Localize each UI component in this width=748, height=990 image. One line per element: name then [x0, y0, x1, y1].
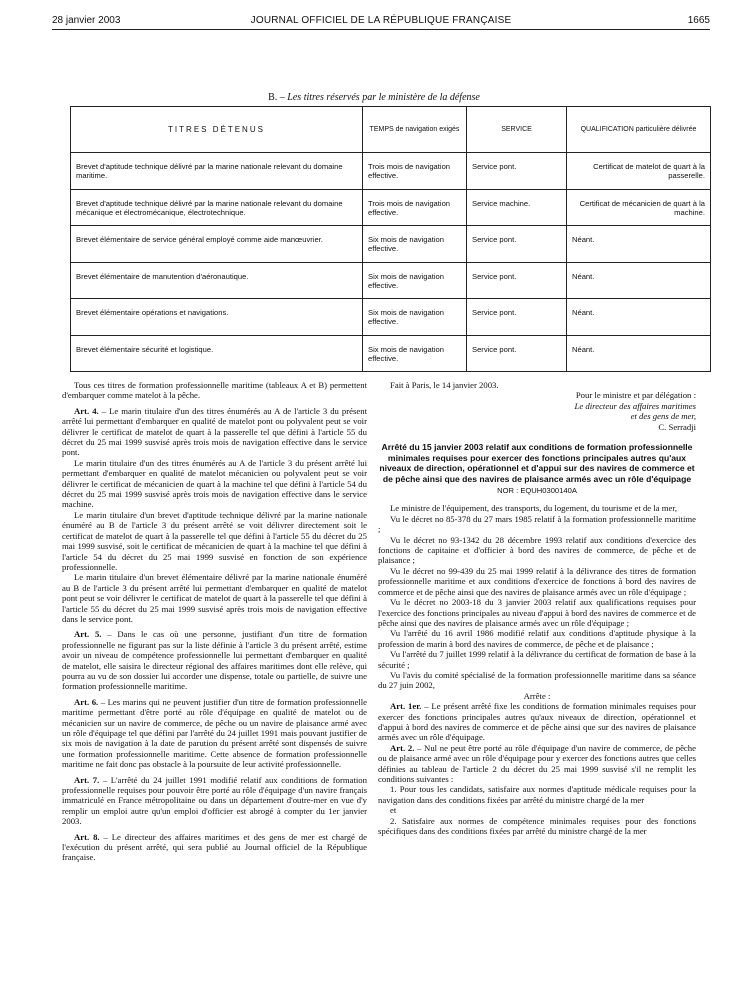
paragraph: 2. Satisfaire aux normes de compétence minimales requises pour des fonctions spécifiques dans des conditions fixées par arrêté du ministre chargé de la mer — [378, 815, 696, 837]
table-cell: Service pont. — [467, 262, 567, 299]
table-cell: Certificat de mécanicien de quart à la machine. — [567, 189, 711, 226]
article-text: – Le directeur des affaires maritimes et des gens de mer est chargé de l'exécution du présent arrêté, qui sera publié au Journal officiel de la République française. — [62, 831, 367, 863]
signature-line: Pour le ministre et par délégation : — [575, 390, 696, 401]
article-2 — [378, 743, 696, 785]
table-header-row — [71, 107, 711, 153]
table-cell: Brevet élémentaire opérations et navigations. — [71, 299, 363, 336]
article-text: – Le présent arrêté fixe les conditions de formation minimales requises pour exercer des fonctions principales autres qu'aux niveaux de direction, opérationnel et d'appui à bord des navires de commerce et de pêche ainsi que sur des navires de plaisance armés avec un rôle d'équipage. — [378, 701, 697, 743]
page-number: 1665 — [687, 15, 710, 26]
article-6 — [62, 697, 367, 770]
table-cell: Service pont. — [467, 299, 567, 336]
paragraph: Vu l'arrêté du 16 avril 1986 modifié relatif aux conditions d'aptitude physique à la profession de marin à bord des navires de commerce, de pêche et de plaisance ; — [378, 628, 696, 649]
table-cell: Néant. — [567, 335, 711, 372]
column-header: QUALIFICATION particulière délivrée — [567, 107, 711, 153]
column-header: SERVICE — [467, 107, 567, 153]
article-label: Art. 2. — [390, 742, 415, 753]
table-cell: Brevet d'aptitude technique délivré par la marine nationale relevant du domaine mécanique et électromécanique, électrotechnique. — [71, 189, 363, 226]
article-label: Art. 8. — [74, 831, 100, 842]
issue-date: 28 janvier 2003 — [52, 15, 121, 26]
table-cell: Brevet élémentaire de service général employé comme aide manœuvrier. — [71, 226, 363, 263]
table-cell: Brevet élémentaire sécurité et logistique. — [71, 335, 363, 372]
arrete-heading: Arrête : — [523, 690, 551, 701]
article-text: – Nul ne peut être porté au rôle d'équipage d'un navire de commerce, de pêche ou de plaisance armé avec un rôle d'équipage pour y exercer des fonctions autres que celles définies au tableau de l'article 2 du décret du 25 mai 1999 susvisé s'il ne remplit les conditions suivantes : — [378, 742, 696, 784]
paragraph: Vu le décret no 93-1342 du 28 décembre 1993 relatif aux conditions d'exercice des fonctions de capitaine et d'officier à bord des navires de commerce, de pêche et de plaisance ; — [378, 534, 696, 566]
table-cell: Service pont. — [467, 335, 567, 372]
table-cell: Service pont. — [467, 153, 567, 190]
paragraph: Vu le décret no 2003-18 du 3 janvier 2003 relatif aux qualifications requises pour l'exercice des fonctions principales au niveau d'appui à bord des navires de commerce et de pêche ainsi que des navires de plaisance armés avec un rôle d'équipage ; — [378, 597, 696, 628]
table-cell: Brevet d'aptitude technique délivré par la marine nationale relevant du domaine maritime. — [71, 153, 363, 190]
paragraph: et — [390, 805, 397, 816]
article-5 — [62, 629, 367, 691]
table-cell: Service pont. — [467, 226, 567, 263]
table-row — [71, 226, 711, 263]
article-text: – Dans le cas où une personne, justifiant d'un titre de formation professionnelle ne figurant pas sur la liste définie à l'article 3 du présent arrêté, estime avoir un niveau de compétence professionnelle lui permettant d'embarquer en qualité de matelot, elle saisira le directeur régional des affaires maritimes dont elle relève, qui pourra au vu de son dossier lui accorder une dispense, totale ou partielle, de suivre une formation professionnelle maritime. — [62, 629, 367, 692]
table-cell: Trois mois de navigation effective. — [363, 189, 467, 226]
signature-line: et des gens de mer, — [630, 411, 696, 422]
table-cell: Certificat de matelot de quart à la passerelle. — [567, 153, 711, 190]
paragraph: 1. Pour tous les candidats, satisfaire aux normes d'aptitude médicale requises pour la navigation dans des conditions fixées par arrêté du ministre chargé de la mer — [378, 784, 696, 805]
article-text: – L'arrêté du 24 juillet 1991 modifié relatif aux conditions de formation professionnelle requises pour pouvoir être porté au rôle d'équipage d'un navire français immatriculé en France métropolitaine ou dans un département d'outre-mer en vue d'y remplir un emploi autre qu'un emploi d'officier est abrogé à compter du 1er janvier 2003. — [62, 774, 367, 827]
table-cell: Néant. — [567, 262, 711, 299]
section-letter: B. – — [268, 92, 285, 103]
titles-table — [70, 106, 711, 372]
paragraph: Vu le décret no 99-439 du 25 mai 1999 relatif à la délivrance des titres de formation professionnelle maritime et aux conditions d'exercice de fonctions à bord des navires de commerce et de pêche ainsi que des navires de plaisance armés avec un rôle d'équipage ; — [378, 565, 696, 597]
article-label: Art. 6. — [74, 696, 99, 707]
right-column — [378, 380, 696, 836]
nor-reference: NOR : EQUH0300140A — [497, 486, 577, 496]
column-header: TITRES DÉTENUS — [71, 107, 363, 153]
decree-title: Arrêté du 15 janvier 2003 relatif aux conditions de formation professionnelle minimales requises pour exercer des fonctions principales autres qu'aux niveaux de direction, opérationnel et d'appui sur des navires de commerce et de pêche ainsi que des navires de plaisance armés avec un rôle d'équipage — [379, 442, 695, 484]
left-column — [62, 380, 367, 863]
journal-title: JOURNAL OFFICIEL DE LA RÉPUBLIQUE FRANÇAISE — [250, 15, 512, 26]
page-header — [52, 15, 710, 30]
table-row — [71, 299, 711, 336]
table-cell: Six mois de navigation effective. — [363, 299, 467, 336]
article-4 — [62, 406, 367, 458]
signatory-name: C. Serradji — [658, 421, 696, 432]
table-cell: Brevet élémentaire de manutention d'aéronautique. — [71, 262, 363, 299]
article-label: Art. 1er. — [390, 701, 422, 712]
paragraph: Vu le décret no 85-378 du 27 mars 1985 relatif à la formation professionnelle maritime ; — [378, 513, 696, 535]
signature-line: Le directeur des affaires maritimes — [574, 400, 696, 411]
column-header: TEMPS de navigation exigés — [363, 107, 467, 153]
article-text: – Le marin titulaire d'un des titres énumérés au A de l'article 3 du présent arrêté lui permettant d'embarquer en qualité de matelot pont ou polyvalent peut se voir délivrer le certificat de matelot de quart à la passerelle tel que défini à l'article 55 du décret du 25 mai 1999 susvisé après trois mois de navigation effective dans le service pont. — [62, 405, 367, 458]
table-cell: Six mois de navigation effective. — [363, 226, 467, 263]
paragraph: Le marin titulaire d'un des titres énumérés au A de l'article 3 du présent arrêté lui permettant d'embarquer en qualité de matelot mécanicien ou polyvalent peut se voir délivrer le certificat de mécanicien de quart à la machine tel que défini à l'article 54 du décret du 25 mai 1999 susvisé après trois mois de navigation effective dans le service machine. — [62, 457, 367, 510]
article-7 — [62, 775, 367, 827]
table-row — [71, 335, 711, 372]
table-row — [71, 189, 711, 226]
table-cell: Six mois de navigation effective. — [363, 262, 467, 299]
paragraph: Vu l'arrêté du 7 juillet 1999 relatif à la délivrance du certificat de formation de base à la sécurité ; — [378, 649, 696, 670]
article-label: Art. 4. — [74, 405, 99, 416]
article-text: – Les marins qui ne peuvent justifier d'un titre de formation professionnelle maritime permettant d'être porté au rôle d'équipage en qualité de matelot ou de mécanicien sur un navire de commerce, de pêche ou un navire de plaisance armé avec un rôle d'équipage tel que défini par l'arrêté du 24 juillet 1991 mais pouvant justifier de six mois de navigation à la date de parution du présent arrêté sont dispensés de suivre une formation professionnelle maritime. Cette absence de formation professionnelle maritime ne fait donc pas obstacle à la poursuite de leur activité professionnelle. — [62, 696, 367, 770]
article-label: Art. 5. — [74, 629, 102, 640]
table-cell: Service machine. — [467, 189, 567, 226]
table-row — [71, 153, 711, 190]
paragraph: Le ministre de l'équipement, des transports, du logement, du tourisme et de la mer, — [390, 503, 678, 514]
section-heading — [0, 92, 748, 103]
article-1 — [378, 701, 696, 743]
paragraph: Le marin titulaire d'un brevet d'aptitude technique délivré par la marine nationale énuméré au B de l'article 3 du présent arrêté se voit délivrer directement soit le certificat de matelot de quart à la passerelle tel que défini à l'article 55 du décret du 25 mai 1999 susvisé, soit le certificat de mécanicien de quart à la machine tel que défini à l'article 54 du décret du 25 mai 1999 susvisé en fonction de son expérience professionnelle. — [62, 509, 367, 572]
paragraph: Vu l'avis du comité spécialisé de la formation professionnelle maritime dans sa séance du 27 juin 2002, — [378, 669, 696, 691]
intro-paragraph: Tous ces titres de formation professionnelle maritime (tableaux A et B) permettent d'embarquer comme matelot à la pêche. — [62, 380, 367, 401]
paragraph: Le marin titulaire d'un brevet élémentaire délivré par la marine nationale énuméré au B de l'article 3 du présent arrêté lui permettant d'embarquer en qualité de matelot pont peut se voir délivrer le certificat de matelot de quart à la passerelle tel que défini à l'article 55 du décret du 25 mai 1999 susvisé après trois mois de navigation effective dans le service pont. — [62, 572, 367, 624]
table-cell: Trois mois de navigation effective. — [363, 153, 467, 190]
signing-place: Fait à Paris, le 14 janvier 2003. — [390, 380, 499, 390]
table-cell: Néant. — [567, 299, 711, 336]
section-title: Les titres réservés par le ministère de la défense — [287, 92, 480, 103]
table-cell: Néant. — [567, 226, 711, 263]
article-8 — [62, 832, 367, 863]
article-label: Art. 7. — [74, 774, 100, 785]
table-row — [71, 262, 711, 299]
table-cell: Six mois de navigation effective. — [363, 335, 467, 372]
